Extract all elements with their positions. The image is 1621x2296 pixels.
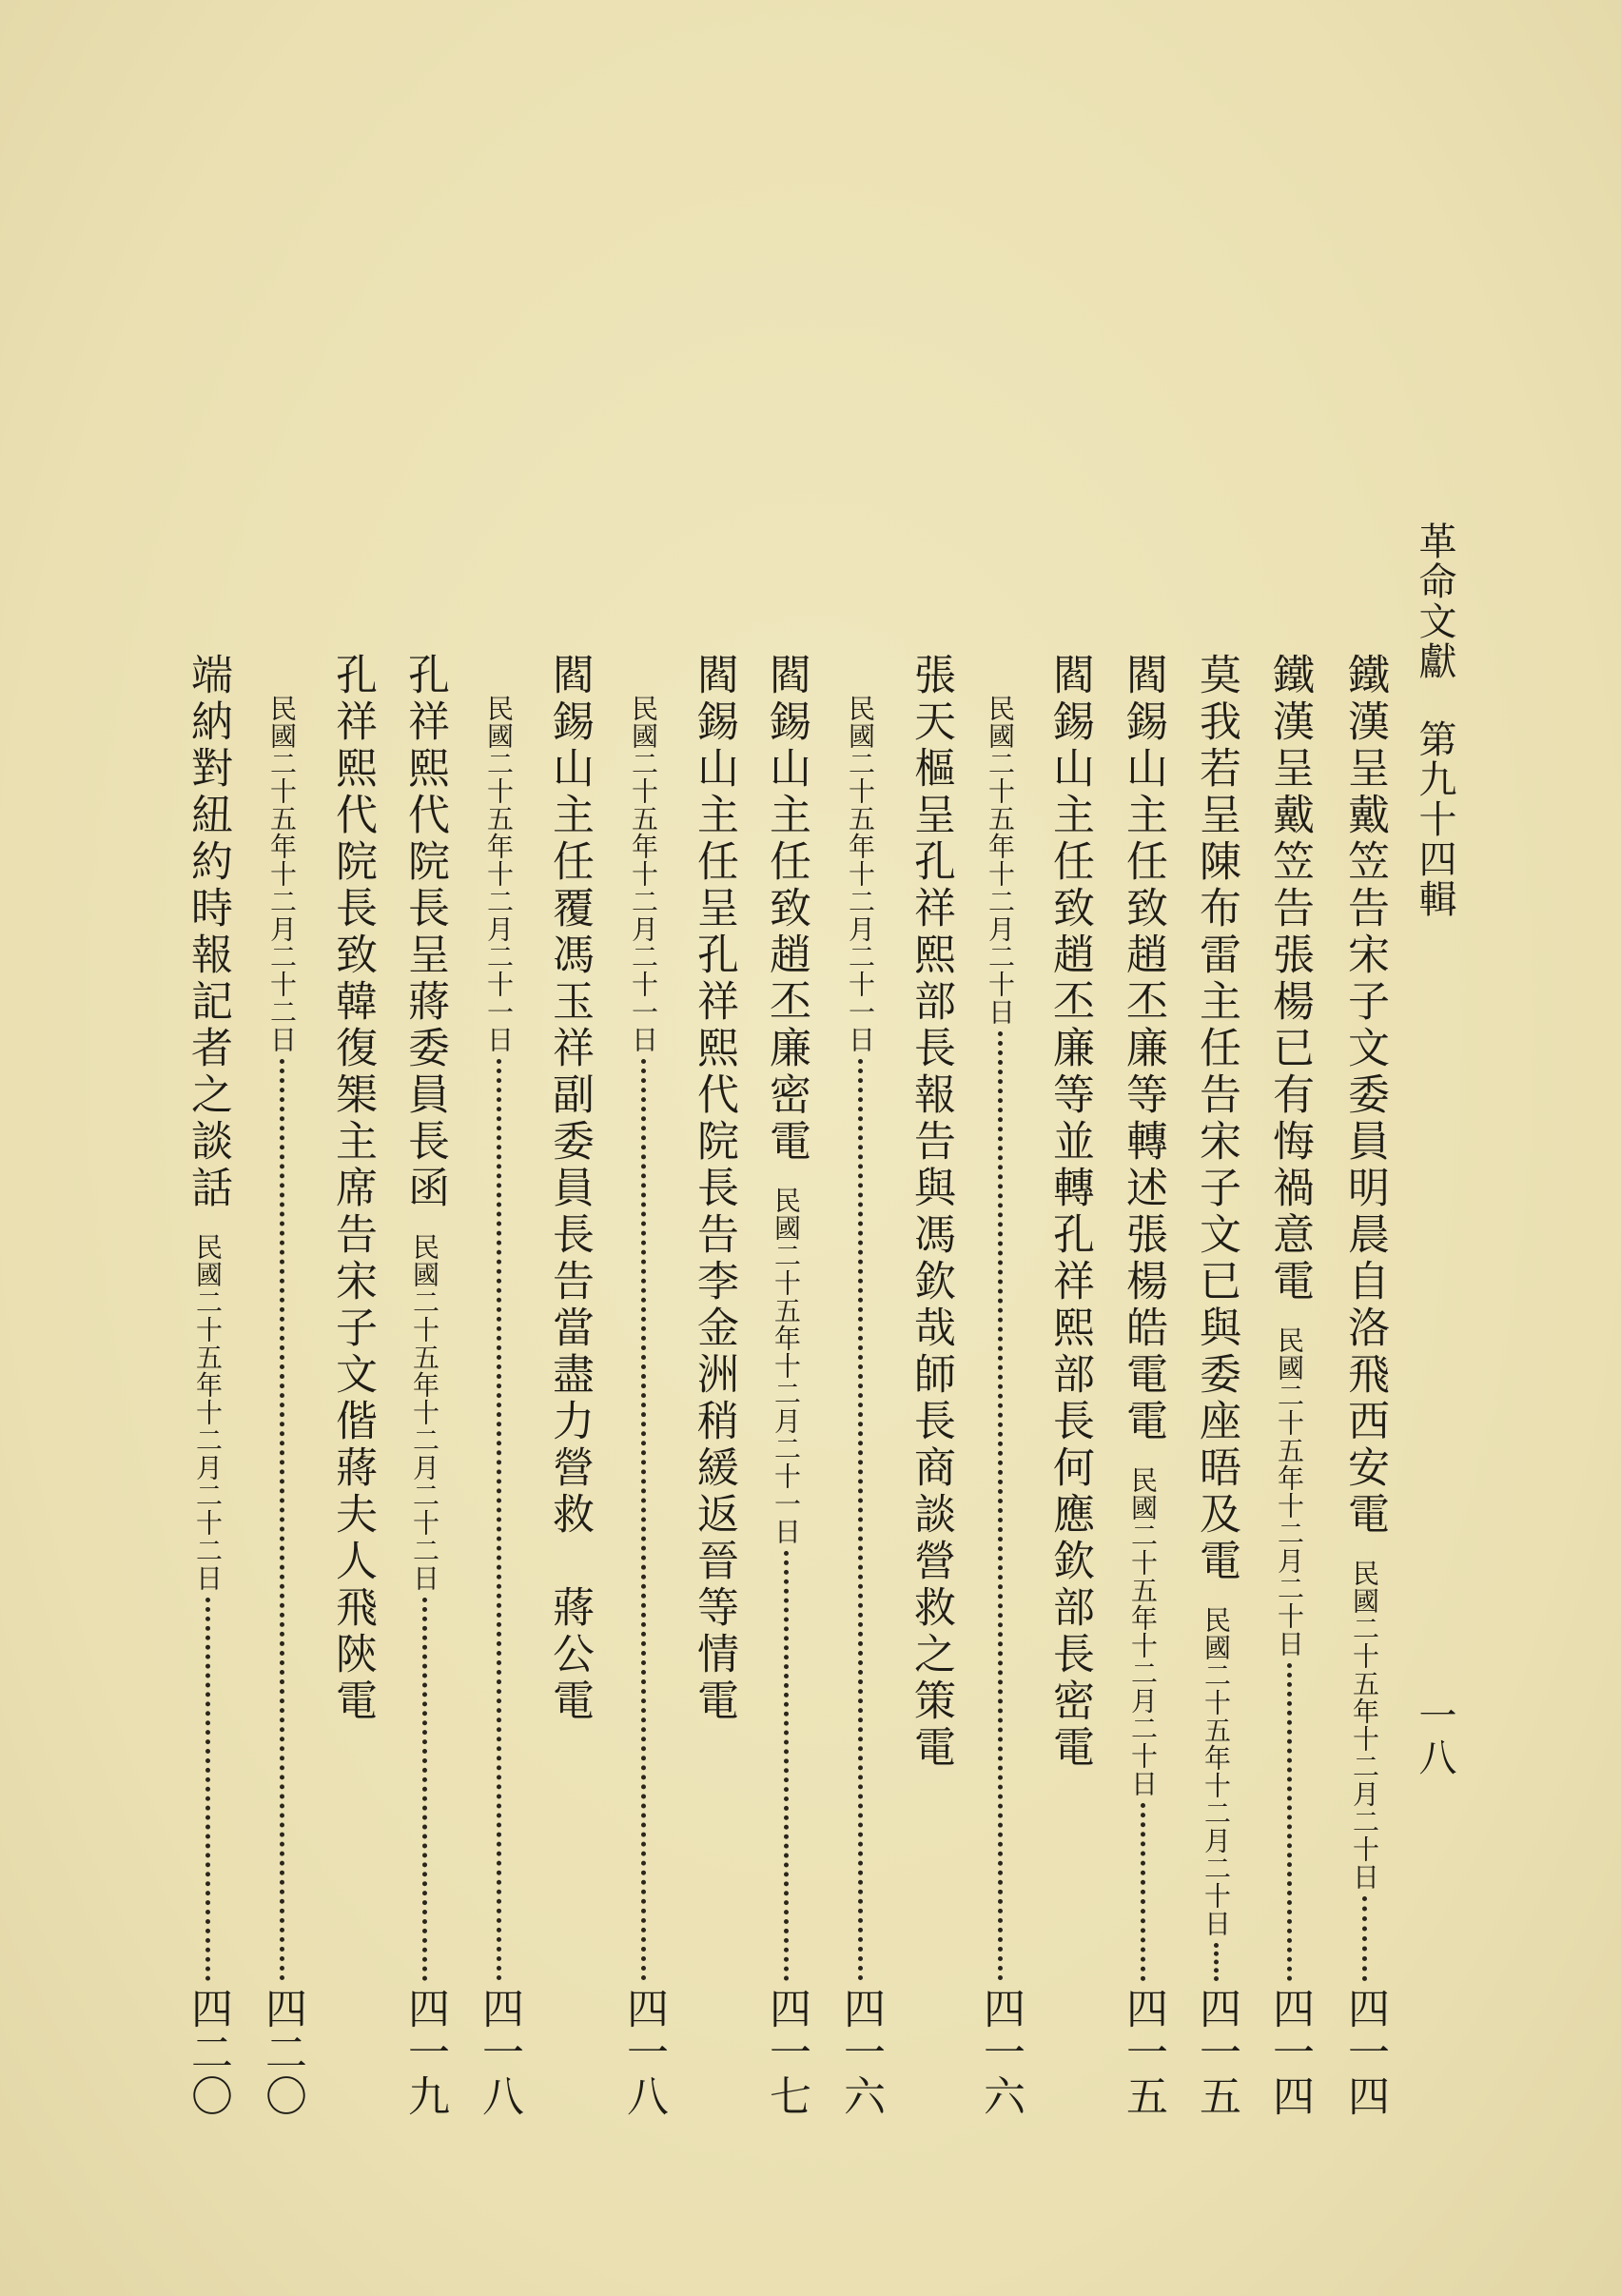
entry-date: 民國二十五年十二月二十日 (1201, 1606, 1232, 1937)
entry-page: 四二〇 (184, 1987, 232, 2118)
entry-title: 張天樞呈孔祥熙部長報告與馮欽哉師長商談營救之策電 (907, 653, 955, 1772)
toc-entry[interactable] (757, 653, 814, 2118)
entry-date: 民國二十五年十二月二十一日 (845, 695, 876, 1053)
toc-entry[interactable] (396, 653, 453, 2118)
toc-entry[interactable] (1114, 653, 1171, 2118)
entry-date: 民國二十五年十二月二十二日 (192, 1233, 224, 1592)
toc-entry-date-line[interactable] (971, 695, 1028, 2118)
page-number: 一八 (1413, 1696, 1456, 1779)
dot-leader (858, 1059, 863, 1981)
dot-leader (497, 1059, 501, 1981)
entry-page: 四一四 (1340, 1987, 1389, 2118)
dot-leader (1287, 1663, 1292, 1981)
entry-page: 四一七 (762, 1987, 810, 2118)
entry-page: 四一四 (1265, 1987, 1314, 2118)
toc-entry-title-line[interactable] (540, 653, 597, 2118)
entry-title: 閻錫山主任覆馮玉祥副委員長告當盡力營救 蔣公電 (545, 653, 594, 1725)
entry-date: 民國二十五年十二月二十一日 (628, 695, 659, 1053)
entry-title: 閻錫山主任呈孔祥熙代院長告李金洲稍緩返晉等情電 (690, 653, 738, 1725)
entry-date: 民國二十五年十二月二十日 (1274, 1326, 1305, 1658)
toc-entry-title-line[interactable] (902, 653, 959, 2118)
dot-leader (205, 1598, 210, 1981)
entry-date: 民國二十五年十二月二十日 (985, 695, 1016, 1026)
running-header (1408, 521, 1461, 919)
toc-entry-date-line[interactable] (831, 695, 889, 2118)
entry-title: 孔祥熙代院長致韓復榘主席告宋子文偕蔣夫人飛陝電 (328, 653, 377, 1725)
dot-leader (280, 1059, 284, 1981)
dot-leader (1362, 1896, 1367, 1981)
toc-entry[interactable] (1260, 653, 1318, 2118)
entry-page: 四一八 (475, 1987, 523, 2118)
dot-leader (641, 1059, 646, 1981)
entry-title: 鐵漢呈戴笠告宋子文委員明晨自洛飛西安電 (1340, 653, 1389, 1539)
toc-entry-date-line[interactable] (253, 695, 310, 2118)
entry-title: 閻錫山主任致趙丕廉等轉述張楊皓電電 (1119, 653, 1167, 1445)
entry-page: 四一六 (836, 1987, 885, 2118)
entry-title: 閻錫山主任致趙丕廉等並轉孔祥熙部長何應欽部長密電 (1045, 653, 1094, 1772)
entry-date: 民國二十五年十二月二十一日 (771, 1187, 802, 1545)
entry-title: 孔祥熙代院長呈蔣委員長函 (400, 653, 449, 1212)
toc-entry-date-line[interactable] (470, 695, 527, 2118)
entry-title: 莫我若呈陳布雷主任告宋子文已與委座晤及電 (1192, 653, 1240, 1585)
entry-title: 鐵漢呈戴笠告張楊已有悔禍意電 (1265, 653, 1314, 1305)
dot-leader (784, 1551, 789, 1981)
entry-date: 民國二十五年十二月二十一日 (483, 695, 515, 1053)
dot-leader (422, 1598, 427, 1981)
book-title: 革命文獻 (1413, 521, 1456, 681)
volume-label: 第九十四輯 (1413, 719, 1456, 919)
entry-date: 民國二十五年十二月二十二日 (266, 695, 298, 1053)
entry-date: 民國二十五年十二月二十日 (1349, 1560, 1380, 1891)
toc-entry-title-line[interactable] (323, 653, 381, 2118)
entry-page: 四一九 (400, 1987, 449, 2118)
entry-date: 民國二十五年十二月二十二日 (409, 1233, 440, 1592)
entry-page: 四一五 (1192, 1987, 1240, 2118)
entry-page: 四一八 (619, 1987, 668, 2118)
entry-title: 閻錫山主任致趙丕廉密電 (762, 653, 810, 1166)
toc-entry-title-line[interactable] (685, 653, 742, 2118)
toc-entry[interactable] (1187, 653, 1244, 2118)
entry-title: 端納對紐約時報記者之談話 (184, 653, 232, 1212)
toc-entry-title-line[interactable] (1041, 653, 1098, 2118)
toc-entry-date-line[interactable] (615, 695, 672, 2118)
dot-leader (1141, 1803, 1145, 1981)
entry-page: 四一五 (1119, 1987, 1167, 2118)
entry-date: 民國二十五年十二月二十日 (1127, 1466, 1159, 1797)
toc-entry[interactable] (179, 653, 236, 2118)
dot-leader (998, 1031, 1003, 1981)
toc-entry[interactable] (1336, 653, 1393, 2118)
entry-page: 四一六 (976, 1987, 1025, 2118)
dot-leader (1214, 1943, 1219, 1981)
entry-page: 四二〇 (258, 1987, 306, 2118)
